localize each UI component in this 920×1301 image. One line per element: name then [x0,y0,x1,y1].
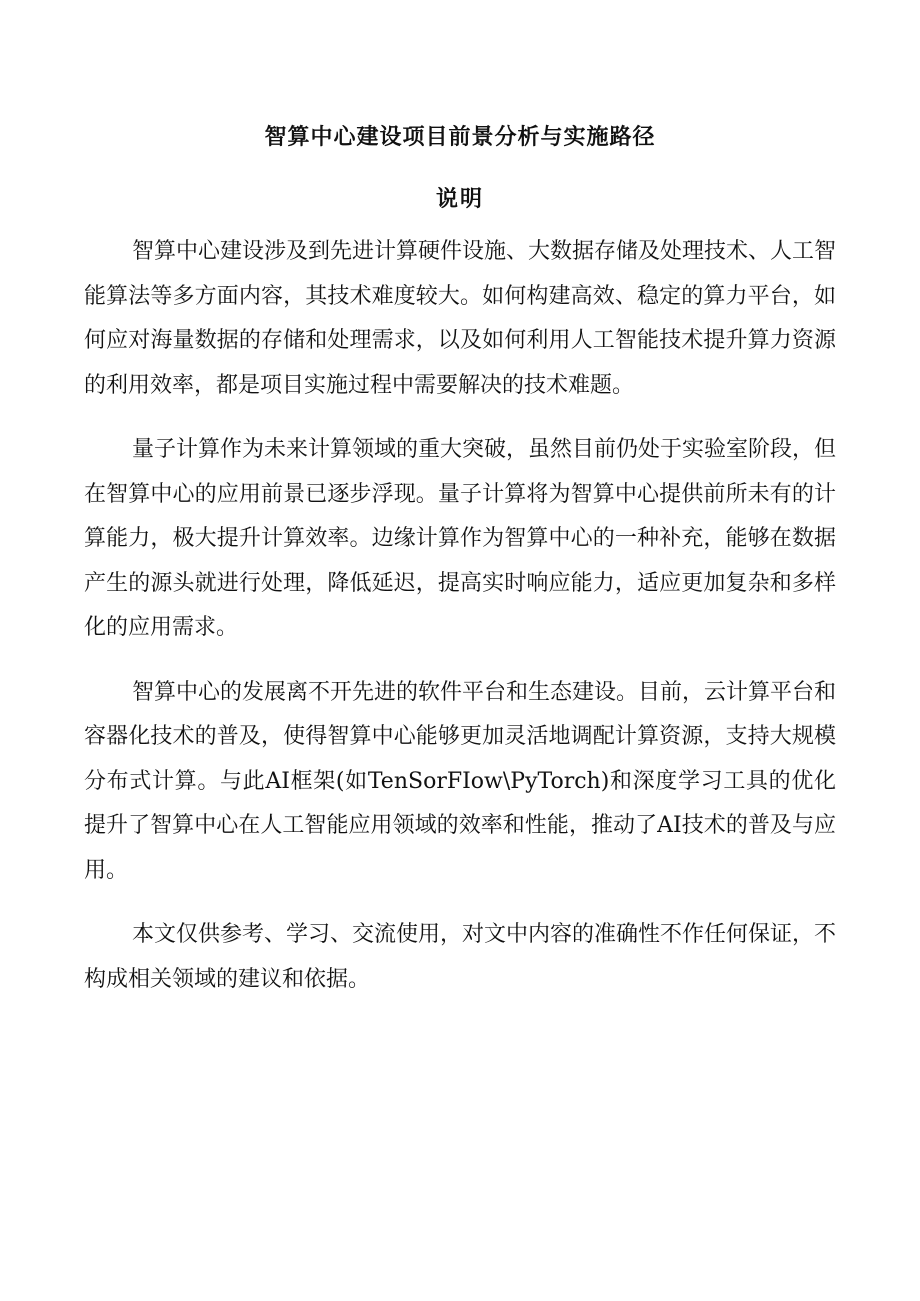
paragraph-technical-difficulty: 智算中心建设涉及到先进计算硬件设施、大数据存储及处理技术、人工智能算法等多方面内容，其技术难度较大。如何构建高效、稳定的算力平台，如何应对海量数据的存储和处理需求，以及如何利用人工智能技术提升算力资源的利用效率，都是项目实施过程中需要解决的技术难题。 [84,239,837,398]
paragraph-quantum-edge-computing: 量子计算作为未来计算领域的重大突破，虽然目前仍处于实验室阶段，但在智算中心的应用前景已逐步浮现。量子计算将为智算中心提供前所未有的计算能力，极大提升计算效率。边缘计算作为智算中心的一种补充，能够在数据产生的源头就进行处理，降低延迟，提高实时响应能力，适应更加复杂和多样化的应用需求。 [84,437,837,640]
paragraph-disclaimer: 本文仅供参考、学习、交流使用，对文中内容的准确性不作任何保证，不构成相关领域的建议和依据。 [84,922,837,992]
section-heading: 说明 [435,186,484,212]
paragraph-software-ecosystem: 智算中心的发展离不开先进的软件平台和生态建设。目前，云计算平台和容器化技术的普及，使得智算中心能够更加灵活地调配计算资源，支持大规模分布式计算。与此AI框架(如TenSorFIow\PyTorch)和深度学习工具的优化提升了智算中心在人工智能应用领域的效率和性能，推动了AI技术的普及与应用。 [84,679,837,883]
document-title: 智算中心建设项目前景分析与实施路径 [264,124,656,150]
document-body [84,230,836,1022]
